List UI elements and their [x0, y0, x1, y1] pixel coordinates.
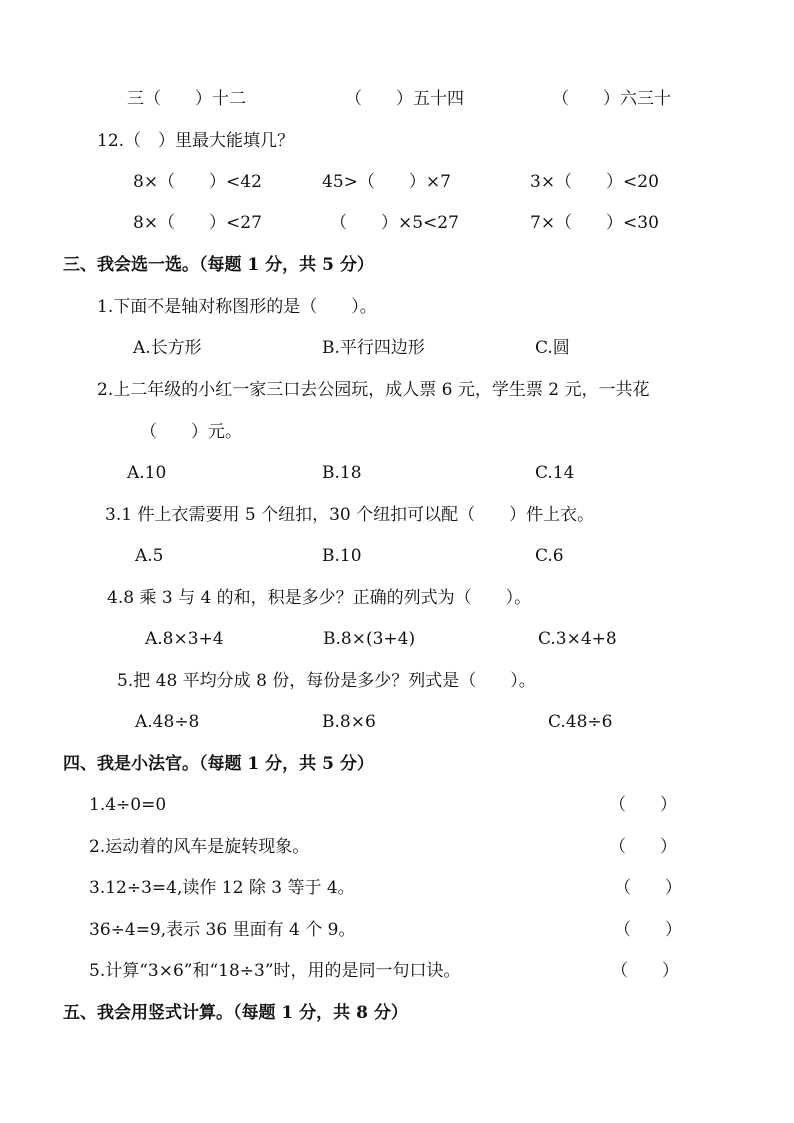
choice-4-option-c: C.3×4+8 — [538, 629, 617, 649]
section-3-heading: 三、我会选一选。（每题 1 分，共 5 分） — [63, 255, 374, 275]
choice-question-3: 3.1 件上衣需要用 5 个纽扣，30 个纽扣可以配（ ）件上衣。 — [105, 505, 595, 525]
judge-bracket-4: （ ） — [614, 920, 682, 940]
choice-2-option-b: B.18 — [322, 463, 362, 483]
judge-bracket-5: （ ） — [611, 961, 679, 981]
q12-item-2: 45>（ ）×7 — [322, 172, 451, 192]
choice-1-option-a: A.长方形 — [133, 338, 202, 358]
judge-bracket-3: （ ） — [614, 878, 682, 898]
q12-item-4: 8×（ ）<27 — [133, 213, 262, 233]
choice-5-option-b: B.8×6 — [322, 712, 376, 732]
blank-item-2: （ ）五十四 — [345, 89, 464, 109]
choice-1-option-c: C.圆 — [535, 338, 570, 358]
choice-5-option-c: C.48÷6 — [548, 712, 613, 732]
choice-5-option-a: A.48÷8 — [135, 712, 200, 732]
choice-2-option-a: A.10 — [127, 463, 167, 483]
q12-item-3: 3×（ ）<20 — [530, 172, 659, 192]
choice-1-option-b: B.平行四边形 — [322, 338, 425, 358]
section-4-heading: 四、我是小法官。（每题 1 分，共 5 分） — [63, 754, 374, 774]
choice-question-5: 5.把 48 平均分成 8 份，每份是多少？列式是（ ）。 — [117, 671, 536, 691]
judge-bracket-1: （ ） — [609, 795, 677, 815]
choice-4-option-a: A.8×3+4 — [145, 629, 224, 649]
choice-3-option-a: A.5 — [135, 546, 164, 566]
choice-question-2-cont: （ ）元。 — [140, 422, 242, 442]
q12-item-1: 8×（ ）<42 — [133, 172, 262, 192]
choice-question-2: 2.上二年级的小红一家三口去公园玩，成人票 6 元，学生票 2 元，一共花 — [97, 380, 650, 400]
question-12-title: 12.（ ）里最大能填几？ — [97, 131, 295, 151]
blank-item-1: 三（ ）十二 — [127, 89, 246, 109]
choice-question-1: 1.下面不是轴对称图形的是（ ）。 — [97, 297, 377, 317]
judge-bracket-2: （ ） — [609, 837, 677, 857]
choice-4-option-b: B.8×(3+4) — [323, 629, 416, 649]
blank-item-3: （ ）六三十 — [552, 89, 671, 109]
choice-3-option-c: C.6 — [535, 546, 564, 566]
choice-3-option-b: B.10 — [322, 546, 362, 566]
q12-item-6: 7×（ ）<30 — [530, 213, 659, 233]
judge-item-5: 5.计算“3×6”和“18÷3”时，用的是同一句口诀。 — [89, 961, 461, 981]
judge-item-2: 2.运动着的风车是旋转现象。 — [89, 837, 310, 857]
choice-question-4: 4.8 乘 3 与 4 的和，积是多少？正确的列式为（ ）。 — [107, 588, 532, 608]
judge-item-4: 36÷4=9,表示 36 里面有 4 个 9。 — [89, 920, 356, 940]
section-5-heading: 五、我会用竖式计算。（每题 1 分，共 8 分） — [63, 1003, 408, 1023]
judge-item-1: 1.4÷0=0 — [89, 795, 167, 815]
choice-2-option-c: C.14 — [535, 463, 575, 483]
q12-item-5: （ ）×5<27 — [330, 213, 459, 233]
judge-item-3: 3.12÷3=4,读作 12 除 3 等于 4。 — [89, 878, 355, 898]
